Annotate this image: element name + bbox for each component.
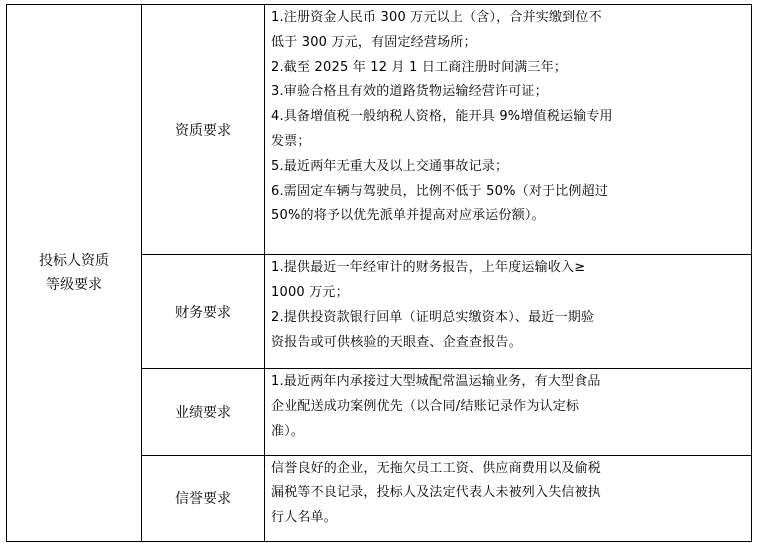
content-line: 资报告或可供核验的天眼查、企查查报告。	[271, 334, 522, 350]
content-line: 1.最近两年内承接过大型城配常温运输业务，有大型食品	[271, 374, 601, 390]
content-line: 行人名单。	[271, 510, 338, 526]
content-line: 漏税等不良记录，投标人及法定代表人未被列入失信被执	[271, 485, 602, 501]
content-line: 5.最近两年无重大及以上交通事故记录；	[271, 158, 509, 174]
category-label-line-2: 等级要求	[46, 277, 102, 293]
category-cell	[7, 5, 142, 542]
content-line: 低于 300 万元，有固定经营场所；	[271, 34, 477, 50]
content-line: 信誉良好的企业，无拖欠员工工资、供应商费用以及偷税	[271, 460, 602, 476]
content-line: 1.注册资金人民币 300 万元以上（含），合并实缴到位不	[271, 10, 602, 25]
content-line: 50%的将予以优先派单并提高对应承运份额）。	[271, 208, 545, 224]
category-label-line-1: 投标人资质	[39, 253, 109, 269]
content-line: 准）。	[271, 423, 305, 439]
row-content-credit	[265, 455, 752, 541]
row-label-credit: 信誉要求	[142, 455, 265, 541]
content-line: 2.截至 2025 年 12 月 1 日工商注册时间满三年；	[271, 59, 568, 75]
row-content-performance	[265, 369, 752, 455]
table-row	[7, 5, 752, 255]
content-line: 6.需固定车辆与驾驶员，比例不低于 50%（对于比例超过	[271, 183, 609, 199]
content-line: 1000 万元；	[271, 285, 349, 301]
row-label-performance: 业绩要求	[142, 369, 265, 455]
content-line: 2.提供投资款银行回单（证明总实缴资本）、最近一期验	[271, 310, 595, 326]
row-label-financial: 财务要求	[142, 255, 265, 369]
row-content-financial	[265, 255, 752, 369]
row-content-qualification	[265, 5, 752, 255]
content-line: 发票；	[271, 133, 311, 149]
content-line: 4.具备增值税一般纳税人资格，能开具 9%增值税运输专用	[271, 109, 613, 125]
bidder-qualification-table	[6, 4, 752, 542]
content-line: 3.审验合格且有效的道路货物运输经营许可证；	[271, 84, 548, 100]
content-line: 企业配送成功案例优先（以合同/结账记录作为认定标	[271, 398, 580, 414]
content-line: 1.提供最近一年经审计的财务报告，上年度运输收入≥	[271, 260, 586, 276]
row-label-qualification: 资质要求	[142, 5, 265, 255]
